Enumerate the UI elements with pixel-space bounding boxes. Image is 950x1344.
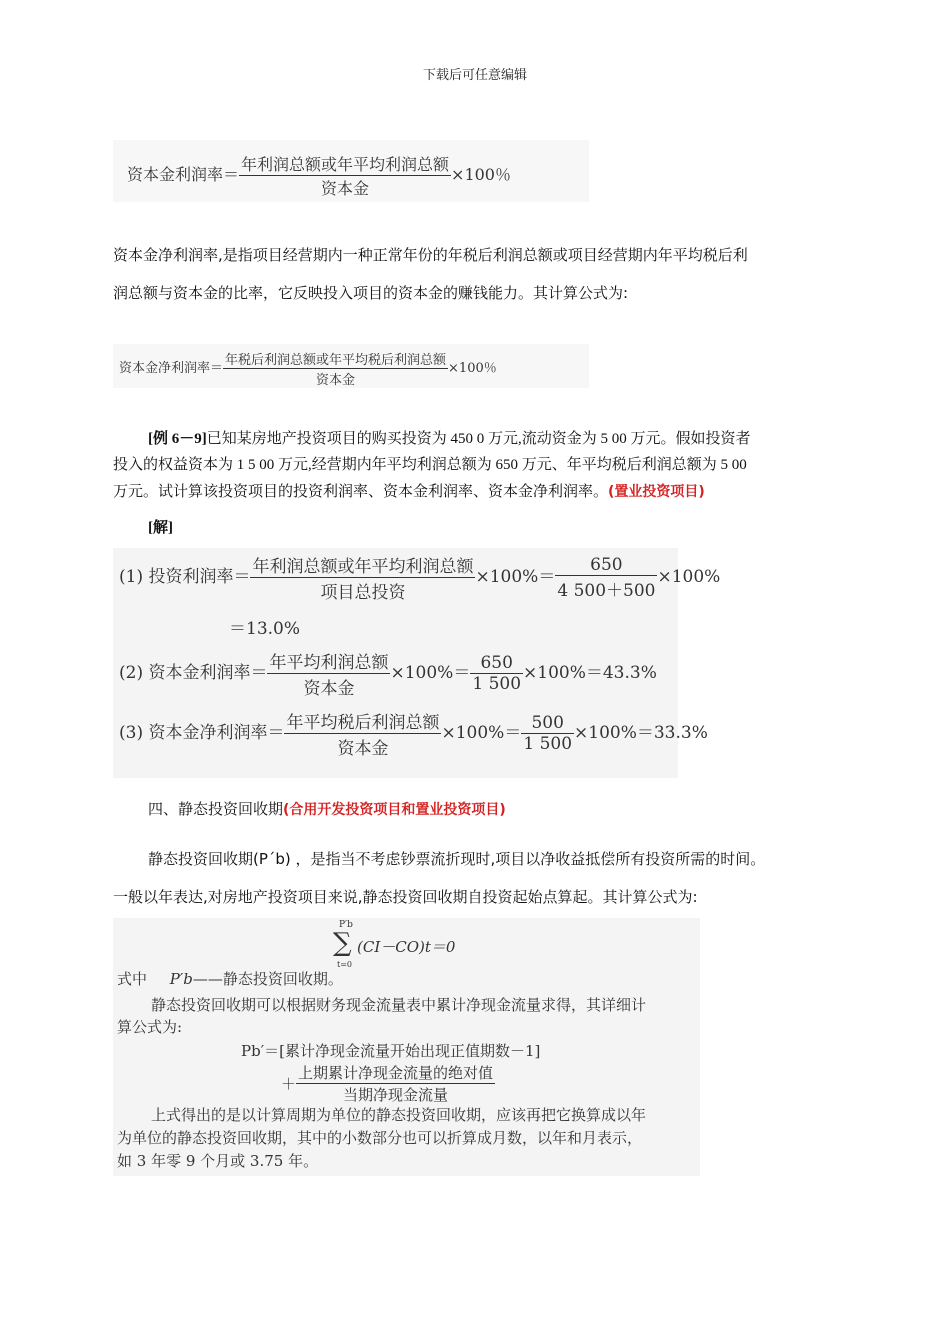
row1-fraction2 [555, 555, 657, 601]
row3-denominator2: 1 500 [523, 734, 573, 754]
formula-tail: ×100％ [448, 361, 497, 376]
row1-fraction [250, 552, 475, 603]
row1-numerator: 年利润总额或年平均利润总额 [250, 552, 475, 578]
sum-sign: ∑ [333, 928, 352, 958]
row3-lhs: (3) 资本金净利润率＝ [119, 723, 285, 743]
formula-denominator: 资本金 [321, 179, 370, 198]
scan-para-3: 上式得出的是以计算周期为单位的静态投资回收期，应该再把它换算成以年 [151, 1106, 647, 1124]
summation-block [331, 920, 481, 970]
sum-upper: P′b [339, 920, 353, 930]
where-label: 式中 [117, 970, 148, 988]
row3-tail: ×100%＝33.3% [574, 723, 708, 743]
scan-para-5: 如 3 年零 9 个月或 3.75 年。 [117, 1152, 319, 1170]
section-4-category-note: (合用开发投资项目和置业投资项目) [283, 802, 506, 818]
where-desc: ——静态投资回收期。 [192, 970, 343, 988]
row3-numerator: 年平均税后利润总额 [284, 708, 441, 734]
solution-row-3 [119, 708, 708, 759]
pb-formula-line1: Pb′＝[累计净现金流量开始出现正值期数－1] [241, 1042, 541, 1060]
scan-para-1: 静态投资回收期可以根据财务现金流量表中累计净现金流量求得，其详细计 [151, 996, 647, 1014]
sum-body: (CI－CO)t＝0 [357, 938, 456, 956]
formula-image-capital-profit-rate [113, 140, 589, 202]
row3-numerator2: 500 [521, 713, 574, 734]
row2-fraction2 [470, 653, 523, 694]
example-line3 [113, 479, 705, 505]
scan-para-4: 为单位的静态投资回收期，其中的小数部分也可以折算成月数，以年和月表示， [117, 1129, 643, 1147]
row1-lhs: (1) 投资利润率＝ [119, 567, 251, 587]
pb-numerator: 上期累计净现金流量的绝对值 [298, 1064, 494, 1082]
solution-row-1 [119, 552, 720, 603]
solution-image [113, 548, 721, 778]
paragraph-net-profit-rate-line2: 润总额与资本金的比率，它反映投入项目的资本金的赚钱能力。其计算公式为: [113, 284, 629, 302]
row2-tail: ×100%＝43.3% [523, 663, 657, 683]
section-4-title: 四、静态投资回收期 [148, 802, 284, 818]
scan-para-2: 算公式为: [117, 1018, 183, 1036]
pb-formula-fraction [281, 1062, 495, 1105]
pb-denominator: 当期净现金流量 [343, 1086, 449, 1104]
payback-formula-image [113, 918, 700, 1176]
sum-lower: t=0 [337, 960, 353, 969]
row3-fraction2 [521, 713, 574, 754]
formula-denominator: 资本金 [316, 373, 356, 388]
formula-image-net-profit-rate [113, 344, 589, 388]
formula-tail: ×100％ [451, 165, 511, 184]
row1-denominator: 项目总投资 [320, 583, 406, 603]
section-4-heading [148, 797, 506, 823]
row1-tail: ×100% [657, 567, 721, 587]
formula-fraction [239, 152, 451, 199]
example-line1 [148, 426, 751, 452]
row1-mid: ×100%＝ [475, 567, 556, 587]
payback-definition-line1: 静态投资回收期(P´b) ，是指当不考虑钞票流折现时,项目以净收益抵偿所有投资所需的时间。 [148, 850, 766, 868]
row2-denominator: 资本金 [303, 679, 355, 699]
pb-plus: ＋ [281, 1075, 297, 1093]
solution-row-1-result: ＝13.0% [229, 619, 301, 639]
where-line [117, 968, 343, 989]
row2-fraction [267, 648, 390, 699]
answer-label: [解] [148, 520, 173, 536]
example-category-note: (置业投资项目) [608, 484, 705, 500]
example-tag: [例 6－9] [148, 431, 207, 447]
row3-fraction [284, 708, 441, 759]
formula-lhs: 资本金净利润率＝ [119, 361, 224, 376]
row2-denominator2: 1 500 [472, 674, 522, 694]
where-symbol: P′b [169, 970, 193, 988]
row2-numerator2: 650 [470, 653, 523, 674]
paragraph-net-profit-rate-line1: 资本金净利润率,是指项目经营期内一种正常年份的年税后利润总额或项目经营期内年平均税后利 [113, 246, 748, 264]
example-line3-text: 万元。试计算该投资项目的投资利润率、资本金利润率、资本金净利润率。 [113, 484, 609, 500]
solution-row-2 [119, 648, 657, 699]
row1-denominator2: 4 500＋500 [557, 580, 656, 601]
row2-numerator: 年平均利润总额 [267, 648, 390, 674]
row1-numerator2: 650 [555, 555, 657, 576]
row3-mid: ×100%＝ [441, 723, 522, 743]
payback-definition-line2: 一般以年表达,对房地产投资项目来说,静态投资回收期自投资起始点算起。其计算公式为: [113, 888, 698, 906]
formula-fraction [223, 349, 448, 388]
example-line1-text: 已知某房地产投资项目的购买投资为 450 0 万元,流动资金为 5 00 万元。假如投资者 [206, 431, 751, 447]
row2-lhs: (2) 资本金利润率＝ [119, 663, 268, 683]
formula-numerator: 年利润总额或年平均利润总额 [239, 152, 451, 176]
row2-mid: ×100%＝ [390, 663, 471, 683]
row3-denominator: 资本金 [337, 739, 389, 759]
formula-lhs: 资本金利润率＝ [127, 165, 240, 184]
example-line2: 投入的权益资本为 1 5 00 万元,经营期内年平均利润总额为 650 万元、年平均税后利润总额为 5 00 [113, 457, 747, 473]
pb-fraction [296, 1062, 495, 1105]
page-header: 下载后可任意编辑 [422, 68, 527, 83]
formula-numerator: 年税后利润总额或年平均税后利润总额 [223, 349, 448, 369]
